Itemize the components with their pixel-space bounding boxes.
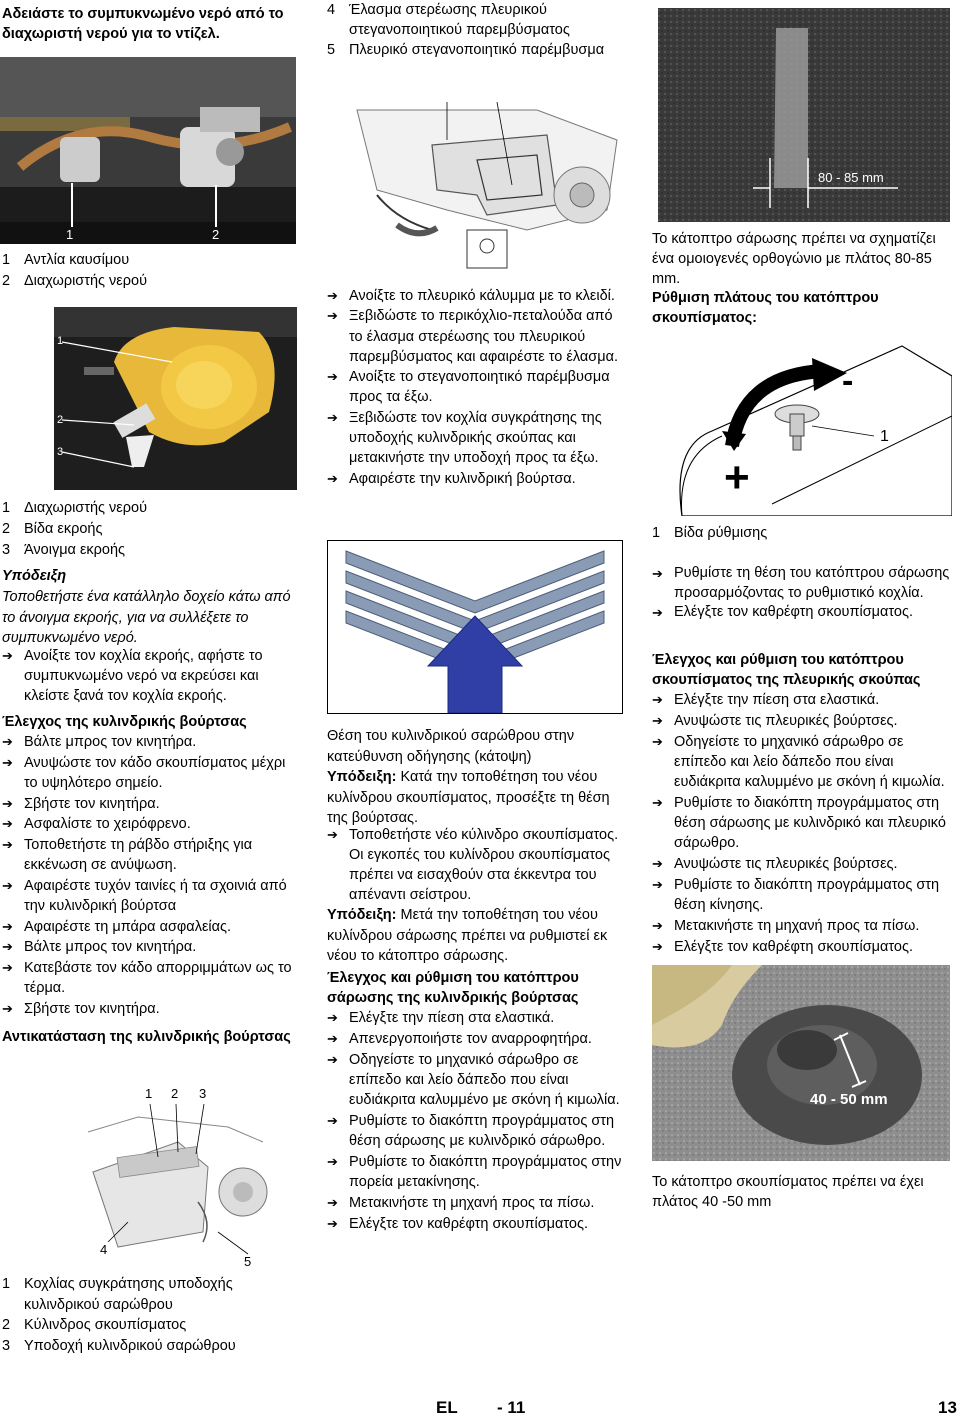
section-title-check-mirror: Έλεγχος και ρύθμιση του κατόπτρου σάρωσης της κυλινδρικής βούρτσας bbox=[327, 970, 579, 1006]
adjust-legend bbox=[652, 523, 952, 543]
figure-caption: Θέση του κυλινδρικού σαρώθρου στην κατεύθυνση οδήγησης (κάτοψη) bbox=[327, 728, 575, 765]
minus-icon: - bbox=[842, 362, 854, 400]
adjust-screw-diagram bbox=[652, 336, 952, 516]
list-item: ➔ Βάλτε μπρος τον κινητήρα. bbox=[2, 937, 302, 958]
top-legend bbox=[327, 0, 627, 60]
legend-item: 3 Άνοιγμα εκροής bbox=[2, 542, 126, 558]
arrow-right-icon: ➔ bbox=[2, 734, 13, 749]
sweep-mirror-photo bbox=[658, 8, 950, 222]
note-install-position bbox=[327, 767, 627, 829]
note-text: Κατά την τοποθέτηση του νέου κυλίνδρου σκουπίσματος, προσέξτε τη θέση της βούρτσας. bbox=[327, 769, 610, 826]
list-item: ➔ Ελέγξτε την πίεση στα ελαστικά. bbox=[327, 1010, 555, 1026]
arrow-right-icon: ➔ bbox=[327, 1195, 338, 1210]
arrow-right-icon: ➔ bbox=[652, 795, 663, 810]
arrow-right-icon: ➔ bbox=[327, 1031, 338, 1046]
note-readjust bbox=[327, 905, 627, 967]
width-label-80-85: 80 - 85 mm bbox=[818, 170, 884, 185]
arrow-right-icon: ➔ bbox=[327, 288, 338, 303]
fig2-legend bbox=[2, 498, 302, 561]
footer-page-ref: - 11 bbox=[497, 1398, 526, 1417]
footer-language: EL bbox=[436, 1398, 458, 1417]
list-item: ➔ Αφαιρέστε την κυλινδρική βούρτσα. bbox=[327, 469, 629, 489]
legend-item: 3 Υποδοχή κυλινδρικού σαρώθρου bbox=[2, 1337, 236, 1354]
check-steps-list bbox=[2, 732, 302, 1019]
fig2-callout-1: 1 bbox=[57, 335, 64, 347]
steps-check-mirror bbox=[327, 1008, 629, 1234]
legend-item: 2 Βίδα εκροής bbox=[2, 521, 103, 537]
list-item: ➔ Ασφαλίστε το χειρόφρενο. bbox=[2, 814, 302, 835]
section-title-adjust-width: Ρύθμιση πλάτους του κατόπτρου σκουπίσματος: bbox=[652, 290, 879, 326]
side-cover-diagram bbox=[337, 100, 627, 280]
arrow-right-icon: ➔ bbox=[327, 1216, 338, 1231]
steps-open-cover bbox=[327, 286, 629, 489]
arrow-right-icon: ➔ bbox=[2, 939, 13, 954]
fig2-callout-2: 2 bbox=[57, 414, 64, 426]
legend-item: 1 Αντλία καυσίμου bbox=[2, 252, 130, 268]
fig1-callout-1: 1 bbox=[66, 227, 74, 242]
arrow-right-icon: ➔ bbox=[327, 308, 338, 324]
fig3-legend bbox=[2, 1274, 302, 1356]
list-item: ➔ Ρυθμίστε το διακόπτη προγράμματος στη θέση σάρωσης με κυλινδρικό και πλευρικό σάρωθρο. bbox=[652, 795, 946, 851]
arrow-right-icon: ➔ bbox=[2, 816, 13, 831]
list-item: ➔ Ελέγξτε την πίεση στα ελαστικά. bbox=[652, 692, 880, 708]
arrow-right-icon: ➔ bbox=[652, 713, 663, 728]
list-item: ➔ Ελέγξτε τον καθρέφτη σκουπίσματος. bbox=[652, 603, 952, 623]
arrow-right-icon: ➔ bbox=[2, 754, 13, 770]
fig1-legend bbox=[2, 250, 302, 291]
arrow-right-icon: ➔ bbox=[327, 1052, 338, 1067]
brush-housing-diagram bbox=[78, 1082, 274, 1274]
note-text: Μετά την τοποθέτηση του νέου κυλίνδρου σάρωσης πρέπει να ρυθμιστεί εκ νέου το κάτοπτρο σάρωσης. bbox=[327, 907, 608, 964]
legend-item: 2 Κύλινδρος σκουπίσματος bbox=[2, 1317, 187, 1333]
arrow-right-icon: ➔ bbox=[327, 369, 338, 385]
arrow-right-icon: ➔ bbox=[2, 795, 13, 811]
list-item: ➔ Αφαιρέστε τυχόν ταινίες ή τα σχοινιά από την κυλινδρική βούρτσα bbox=[2, 876, 302, 917]
fig1-callout-2: 2 bbox=[212, 227, 220, 242]
arrow-right-icon: ➔ bbox=[2, 836, 13, 852]
arrow-right-icon: ➔ bbox=[652, 939, 663, 954]
section-title-side-brush: Έλεγχος και ρύθμιση του κατόπτρου σκουπίσματος της πλευρικής σκούπας bbox=[652, 652, 921, 688]
arrow-right-icon: ➔ bbox=[327, 827, 338, 842]
arrow-right-icon: ➔ bbox=[652, 918, 663, 933]
fig-callout-1: 1 bbox=[880, 428, 889, 445]
list-item: ➔ Μετακινήστε τη μηχανή προς τα πίσω. bbox=[327, 1195, 595, 1211]
step-install: ➔ Τοποθετήστε νέο κύλινδρο σκουπίσματος. Οι εγκοπές του κυλίνδρου σκουπίσματος πρέπει να εισαχθούν στα έκκεντρα του απέναντι σείστρου. bbox=[327, 827, 619, 903]
legend-item: 1 Κοχλίας συγκράτησης υποδοχής κυλινδρικού σαρώθρου bbox=[2, 1276, 233, 1313]
mirror-spec-text: Το κάτοπτρο σάρωσης πρέπει να σχηματίζει ένα ομοιογενές ορθογώνιο με πλάτος 80-85 mm. bbox=[652, 231, 936, 287]
arrow-right-icon: ➔ bbox=[652, 566, 663, 581]
step-drain: ➔ Ανοίξτε τον κοχλία εκροής, αφήστε το συμπυκνωμένο νερό να εκρεύσει και κλείστε ξανά τον κοχλία εκροής. bbox=[2, 648, 263, 704]
list-item: ➔ Ρυθμίστε το διακόπτη προγράμματος στη θέση σάρωσης με κυλινδρικό σάρωθρο. bbox=[327, 1113, 615, 1149]
list-item: ➔ Μετακινήστε τη μηχανή προς τα πίσω. bbox=[652, 918, 920, 934]
list-item: ➔ Ρυθμίστε τη θέση του κατόπτρου σάρωσης προσαρμόζοντας το ρυθμιστικό κοχλία. bbox=[652, 564, 952, 603]
list-item: ➔ Ξεβιδώστε το περικόχλιο-πεταλούδα από το έλασμα στερέωσης του πλευρικού παρεμβύσματος και αφαιρέστε το έλασμα. bbox=[327, 306, 629, 367]
water-separator-photo bbox=[54, 307, 297, 490]
arrow-right-icon: ➔ bbox=[652, 877, 663, 892]
list-item: ➔ Ανυψώστε τις πλευρικές βούρτσες. bbox=[652, 856, 898, 872]
note-label: Υπόδειξη: bbox=[327, 907, 397, 923]
fig3-callout-4: 4 bbox=[100, 1242, 108, 1257]
arrow-right-icon: ➔ bbox=[2, 648, 13, 663]
list-item: ➔ Ανυψώστε τις πλευρικές βούρτσες. bbox=[652, 713, 898, 729]
list-item: ➔ Τοποθετήστε τη ράβδο στήριξης για εκκένωση σε ανύψωση. bbox=[2, 835, 302, 876]
arrow-right-icon: ➔ bbox=[2, 877, 13, 893]
note-label: Υπόδειξη: bbox=[327, 769, 397, 785]
fig3-callout-3: 3 bbox=[199, 1086, 207, 1101]
arrow-right-icon: ➔ bbox=[327, 470, 338, 486]
list-item: ➔ Ελέγξτε τον καθρέφτη σκουπίσματος. bbox=[327, 1216, 588, 1232]
list-item: ➔ Βάλτε μπρος τον κινητήρα. bbox=[2, 732, 302, 753]
arrow-right-icon: ➔ bbox=[652, 734, 663, 749]
legend-item: 4 Έλασμα στερέωσης πλευρικού στεγανοποιητικού παρεμβύσματος bbox=[327, 2, 570, 38]
fig3-callout-5: 5 bbox=[244, 1254, 252, 1269]
plus-icon: + bbox=[724, 453, 750, 502]
list-item: ➔ Ανυψώστε τον κάδο σκουπίσματος μέχρι το υψηλότερο σημείο. bbox=[2, 753, 302, 794]
list-item: ➔ Κατεβάστε τον κάδο απορριμμάτων ως το τέρμα. bbox=[2, 958, 302, 999]
fig3-callout-1: 1 bbox=[145, 1086, 153, 1101]
list-item: ➔ Ρυθμίστε το διακόπτη προγράμματος στην πορεία μετακίνησης. bbox=[327, 1154, 622, 1190]
legend-item: 1 Βίδα ρύθμισης bbox=[652, 525, 768, 541]
intro-heading: Αδειάστε το συμπυκνωμένο νερό από το διαχωριστή νερού για το ντίζελ. bbox=[2, 6, 284, 42]
list-item: ➔ Ρυθμίστε το διακόπτη προγράμματος στη θέση κίνησης. bbox=[652, 877, 940, 913]
legend-item: 1 Διαχωριστής νερού bbox=[2, 500, 148, 516]
arrow-right-icon: ➔ bbox=[2, 1000, 13, 1016]
arrow-right-icon: ➔ bbox=[327, 409, 338, 425]
arrow-right-icon: ➔ bbox=[327, 1010, 338, 1025]
section-title-check-brush: Έλεγχος της κυλινδρικής βούρτσας bbox=[2, 714, 247, 730]
arrow-right-icon: ➔ bbox=[652, 605, 663, 620]
steps-side-brush bbox=[652, 690, 952, 957]
footer-page-number: 13 bbox=[938, 1398, 957, 1417]
fig3-callout-2: 2 bbox=[171, 1086, 179, 1101]
width-label-40-50: 40 - 50 mm bbox=[810, 1091, 888, 1108]
list-item: ➔ Οδηγείστε το μηχανικό σάρωθρο σε επίπεδο και λείο δάπεδο που είναι ευδιάκριτα καλυμμένο με σκόνη ή κιμωλία. bbox=[652, 734, 945, 790]
arrow-right-icon: ➔ bbox=[2, 959, 13, 975]
list-item: ➔ Αφαιρέστε τη μπάρα ασφαλείας. bbox=[2, 917, 302, 938]
brush-orientation-diagram bbox=[327, 540, 623, 714]
side-brush-mirror-photo bbox=[652, 965, 950, 1161]
arrow-right-icon: ➔ bbox=[652, 692, 663, 707]
list-item: ➔ Ανοίξτε το στεγανοποιητικό παρέμβυσμα προς τα έξω. bbox=[327, 367, 629, 408]
steps-adjust bbox=[652, 564, 952, 623]
side-mirror-spec-text: Το κάτοπτρο σκουπίσματος πρέπει να έχει πλάτος 40 -50 mm bbox=[652, 1174, 924, 1210]
fig2-callout-3: 3 bbox=[57, 446, 64, 458]
note-title: Υπόδειξη bbox=[2, 568, 67, 584]
legend-item: 5 Πλευρικό στεγανοποιητικό παρέμβυσμα bbox=[327, 42, 605, 58]
arrow-right-icon: ➔ bbox=[327, 1113, 338, 1128]
note-text: Τοποθετήστε ένα κατάλληλο δοχείο κάτω από το άνοιγμα εκροής, για να συλλέξετε το συμπυκνωμένο νερό. bbox=[2, 589, 291, 646]
fuel-pump-photo bbox=[0, 57, 296, 244]
legend-item: 2 Διαχωριστής νερού bbox=[2, 273, 148, 289]
list-item: ➔ Σβήστε τον κινητήρα. bbox=[2, 999, 302, 1020]
list-item: ➔ Οδηγείστε το μηχανικό σάρωθρο σε επίπεδο και λείο δάπεδο που είναι ευδιάκριτα καλυμμένο με σκόνη ή κιμωλία. bbox=[327, 1052, 620, 1108]
list-item: ➔ Σβήστε τον κινητήρα. bbox=[2, 794, 302, 815]
arrow-right-icon: ➔ bbox=[652, 856, 663, 871]
section-title-replace-brush: Αντικατάσταση της κυλινδρικής βούρτσας bbox=[2, 1029, 291, 1045]
list-item: ➔ Ανοίξτε το πλευρικό κάλυμμα με το κλειδί. bbox=[327, 286, 629, 306]
arrow-right-icon: ➔ bbox=[327, 1154, 338, 1169]
list-item: ➔ Ξεβιδώστε τον κοχλία συγκράτησης της υποδοχής κυλινδρικής σκούπας και μετακινήστε την υποδοχή προς τα έξω. bbox=[327, 408, 629, 469]
arrow-right-icon: ➔ bbox=[2, 918, 13, 934]
list-item: ➔ Απενεργοποιήστε τον αναρροφητήρα. bbox=[327, 1031, 592, 1047]
list-item: ➔ Ελέγξτε τον καθρέφτη σκουπίσματος. bbox=[652, 939, 913, 955]
